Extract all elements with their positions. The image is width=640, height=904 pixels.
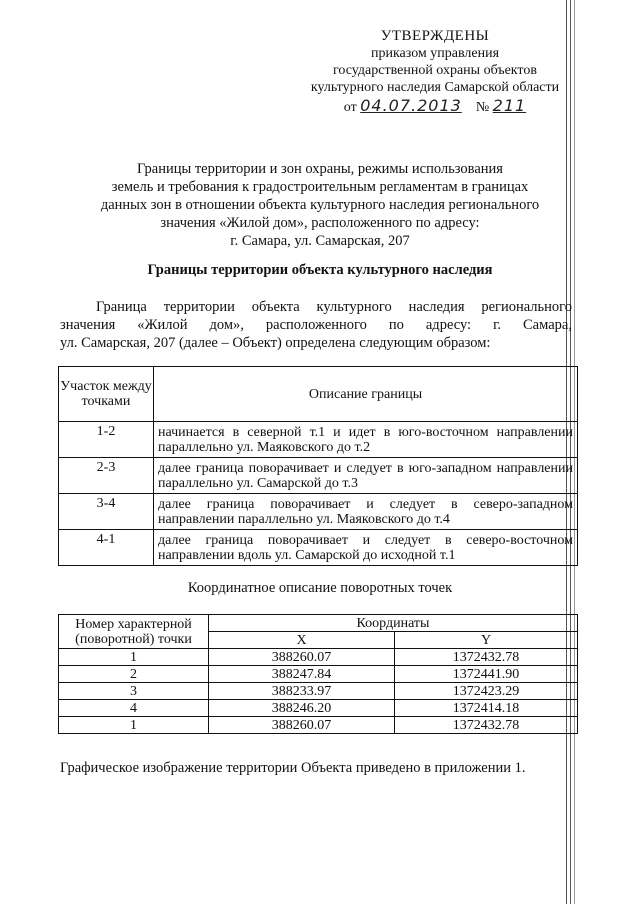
approval-block [300,28,570,116]
description-cell: далее граница поворачивает и следует в северо-восточном направлении вдоль ул. Самарской до исходной т.1 [154,530,578,566]
table-row [59,717,578,734]
point-cell: 2 [59,666,209,683]
header-description: Описание границы [154,367,578,422]
approval-line: культурного наследия Самарской области [310,80,560,95]
description-cell: далее граница поворачивает и следует в северо-западном направлении параллельно ул. Маяковского до т.4 [154,494,578,530]
header-x: X [209,632,395,649]
number-prefix: № [475,100,490,115]
header-coordinates: Координаты [209,615,578,632]
date-prefix: от [343,100,357,115]
segment-cell: 3-4 [59,494,154,530]
y-cell: 1372432.78 [395,717,578,734]
table-row [59,530,578,566]
paragraph-line: ул. Самарская, 207 (далее – Объект) определена следующим образом: [60,335,491,351]
handwritten-date: 04.07.2013 [360,96,462,115]
y-cell: 1372432.78 [395,649,578,666]
section-title: Границы территории объекта культурного наследия [147,262,493,278]
boundary-table [58,366,578,566]
segment-cell: 2-3 [59,458,154,494]
table-row [59,458,578,494]
description-cell: начинается в северной т.1 и идет в юго-восточном направлении параллельно ул. Маяковского до т.2 [154,422,578,458]
table-row [59,494,578,530]
table-header-row [59,615,578,632]
footer-text: Графическое изображение территории Объекта приведено в приложении 1. [60,760,526,776]
order-date-line [300,97,570,116]
table-row [59,649,578,666]
point-cell: 3 [59,683,209,700]
header-point: Номер характерной (поворотной) точки [59,615,209,649]
point-cell: 1 [59,717,209,734]
header-segment: Участок между точками [59,367,154,422]
point-cell: 4 [59,700,209,717]
handwritten-number: 211 [492,96,527,115]
table-row [59,666,578,683]
description-cell: далее граница поворачивает и следует в юго-западном направлении параллельно ул. Самарской до т.3 [154,458,578,494]
x-cell: 388260.07 [209,717,395,734]
segment-cell: 4-1 [59,530,154,566]
document-title [60,160,580,250]
title-line: Границы территории и зон охраны, режимы использования [137,161,503,177]
table-header-row [59,367,578,422]
paragraph-line: значения «Жилой дом», расположенного по адресу: г. Самара, [60,317,572,333]
header-y: Y [395,632,578,649]
x-cell: 388260.07 [209,649,395,666]
title-line: земель и требования к градостроительным регламентам в границах [111,179,529,195]
x-cell: 388233.97 [209,683,395,700]
title-line: значения «Жилой дом», расположенного по адресу: [160,215,480,231]
y-cell: 1372414.18 [395,700,578,717]
y-cell: 1372423.29 [395,683,578,700]
approval-line: государственной охраны объектов [333,63,537,78]
table-row [59,683,578,700]
title-line: данных зон в отношении объекта культурного наследия регионального [100,197,540,213]
table-row [59,422,578,458]
segment-cell: 1-2 [59,422,154,458]
coordinates-table [58,614,578,734]
y-cell: 1372441.90 [395,666,578,683]
x-cell: 388246.20 [209,700,395,717]
title-line: г. Самара, ул. Самарская, 207 [230,233,410,249]
boundary-paragraph [60,298,572,352]
paragraph-line: Граница территории объекта культурного наследия регионального [96,299,572,315]
point-cell: 1 [59,649,209,666]
approval-heading: УТВЕРЖДЕНЫ [380,28,490,44]
approval-line: приказом управления [370,46,500,61]
table-row [59,700,578,717]
x-cell: 388247.84 [209,666,395,683]
coords-caption: Координатное описание поворотных точек [187,580,453,596]
